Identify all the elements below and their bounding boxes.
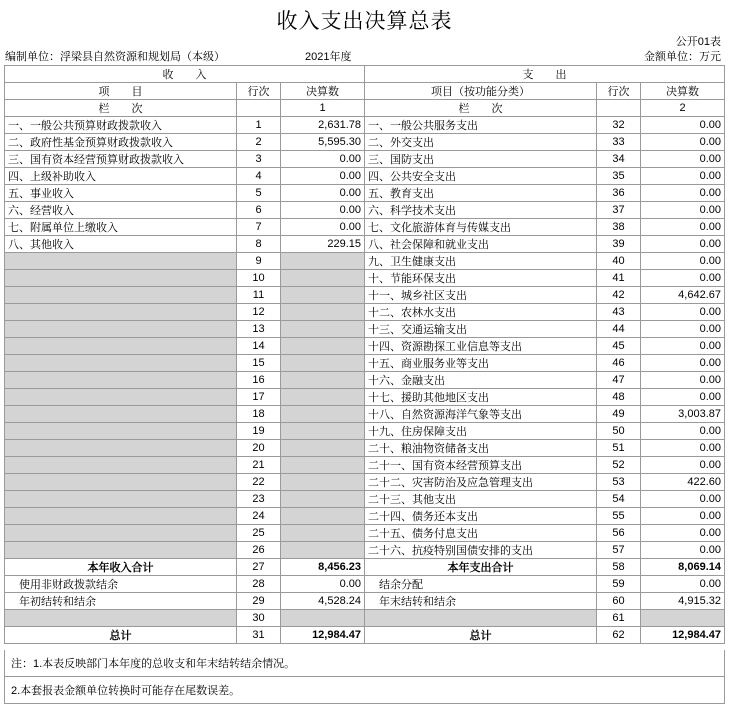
expense-line-cell[interactable]: 33 xyxy=(597,134,641,151)
income-amount-cell[interactable] xyxy=(281,253,365,270)
income-item-cell[interactable] xyxy=(5,287,237,304)
expense-col-number: 2 xyxy=(641,100,725,117)
income-item-cell[interactable] xyxy=(5,474,237,491)
table-summary-row xyxy=(5,559,725,576)
income-item-cell[interactable] xyxy=(5,338,237,355)
decision-table xyxy=(4,65,725,644)
income-amount-cell[interactable]: 0.00 xyxy=(281,219,365,236)
income-line-cell[interactable]: 14 xyxy=(237,338,281,355)
expense-line-cell[interactable]: 49 xyxy=(597,406,641,423)
table-summary-row xyxy=(5,576,725,593)
income-amount-cell[interactable] xyxy=(281,457,365,474)
income-item-cell[interactable] xyxy=(5,423,237,440)
expense-item-cell[interactable]: 六、科学技术支出 xyxy=(365,202,597,219)
income-amount-cell[interactable] xyxy=(281,423,365,440)
income-amount-cell[interactable] xyxy=(281,491,365,508)
table-row xyxy=(5,151,725,168)
income-item-cell[interactable] xyxy=(5,355,237,372)
table-row xyxy=(5,474,725,491)
table-row xyxy=(5,406,725,423)
expense-amount-cell[interactable]: 0.00 xyxy=(641,219,725,236)
table-row xyxy=(5,270,725,287)
expense-line-cell[interactable]: 43 xyxy=(597,304,641,321)
expense-line-cell[interactable]: 34 xyxy=(597,151,641,168)
fiscal-year: 2021年度 xyxy=(305,51,352,63)
expense-summary-line[interactable]: 58 xyxy=(597,559,641,576)
expense-amount-cell[interactable]: 0.00 xyxy=(641,355,725,372)
notes-block xyxy=(4,650,725,704)
table-row xyxy=(5,168,725,185)
income-summary-amount[interactable] xyxy=(281,610,365,627)
expense-amount-cell[interactable]: 0.00 xyxy=(641,304,725,321)
expense-amount-cell[interactable]: 0.00 xyxy=(641,236,725,253)
expense-item-cell[interactable]: 二、外交支出 xyxy=(365,134,597,151)
income-line-cell[interactable]: 5 xyxy=(237,185,281,202)
note-line-1: 注：1.本表反映部门本年度的总收支和年末结转结余情况。 xyxy=(11,658,296,670)
expense-amount-cell[interactable]: 0.00 xyxy=(641,372,725,389)
expense-line-cell[interactable]: 32 xyxy=(597,117,641,134)
expense-item-cell[interactable]: 八、社会保障和就业支出 xyxy=(365,236,597,253)
table-group-header-row xyxy=(5,66,725,83)
expense-amount-cell[interactable]: 0.00 xyxy=(641,134,725,151)
table-row xyxy=(5,236,725,253)
expense-amount-cell[interactable]: 0.00 xyxy=(641,168,725,185)
expense-item-cell[interactable]: 十、节能环保支出 xyxy=(365,270,597,287)
income-line-cell[interactable]: 19 xyxy=(237,423,281,440)
expense-amount-cell[interactable]: 0.00 xyxy=(641,508,725,525)
expense-amount-cell[interactable]: 0.00 xyxy=(641,440,725,457)
expense-line-cell[interactable]: 42 xyxy=(597,287,641,304)
expense-item-cell[interactable]: 三、国防支出 xyxy=(365,151,597,168)
table-row xyxy=(5,542,725,559)
income-summary-amount[interactable]: 8,456.23 xyxy=(281,559,365,576)
expense-line-cell[interactable]: 44 xyxy=(597,321,641,338)
income-line-cell[interactable]: 6 xyxy=(237,202,281,219)
expense-summary-label[interactable]: 本年支出合计 xyxy=(365,559,597,576)
income-item-cell[interactable]: 一、一般公共预算财政拨款收入 xyxy=(5,117,237,134)
expense-line-cell[interactable]: 56 xyxy=(597,525,641,542)
table-row xyxy=(5,338,725,355)
income-summary-label[interactable]: 使用非财政拨款结余 xyxy=(5,576,237,593)
table-row xyxy=(5,457,725,474)
income-amount-cell[interactable] xyxy=(281,525,365,542)
income-amount-cell[interactable]: 0.00 xyxy=(281,168,365,185)
income-item-cell[interactable] xyxy=(5,406,237,423)
income-line-cell[interactable]: 2 xyxy=(237,134,281,151)
income-line-cell[interactable]: 8 xyxy=(237,236,281,253)
table-row xyxy=(5,304,725,321)
expense-item-cell[interactable]: 五、教育支出 xyxy=(365,185,597,202)
table-column-header-row xyxy=(5,83,725,100)
income-item-cell[interactable]: 八、其他收入 xyxy=(5,236,237,253)
income-summary-amount[interactable]: 4,528.24 xyxy=(281,593,365,610)
income-amount-cell[interactable] xyxy=(281,474,365,491)
expense-item-cell[interactable]: 二十、粮油物资储备支出 xyxy=(365,440,597,457)
income-line-cell[interactable]: 13 xyxy=(237,321,281,338)
income-summary-line[interactable]: 30 xyxy=(237,610,281,627)
table-row xyxy=(5,355,725,372)
expense-group-header: 支 出 xyxy=(365,66,725,83)
expense-item-cell[interactable]: 十三、交通运输支出 xyxy=(365,321,597,338)
income-line-cell[interactable]: 4 xyxy=(237,168,281,185)
expense-summary-label[interactable]: 结余分配 xyxy=(365,576,597,593)
expense-amount-cell[interactable]: 0.00 xyxy=(641,423,725,440)
income-item-cell[interactable] xyxy=(5,508,237,525)
expense-summary-line[interactable]: 61 xyxy=(597,610,641,627)
income-amount-cell[interactable]: 2,631.78 xyxy=(281,117,365,134)
income-amount-cell[interactable] xyxy=(281,304,365,321)
income-group-header: 收 入 xyxy=(5,66,365,83)
income-item-cell[interactable] xyxy=(5,440,237,457)
income-line-cell[interactable]: 20 xyxy=(237,440,281,457)
expense-amount-cell[interactable]: 0.00 xyxy=(641,491,725,508)
expense-amount-cell[interactable]: 3,003.87 xyxy=(641,406,725,423)
income-item-cell[interactable] xyxy=(5,270,237,287)
income-summary-amount[interactable]: 12,984.47 xyxy=(281,627,365,644)
expense-line-cell[interactable]: 36 xyxy=(597,185,641,202)
expense-amount-cell[interactable]: 0.00 xyxy=(641,542,725,559)
table-row xyxy=(5,389,725,406)
income-amount-cell[interactable] xyxy=(281,406,365,423)
expense-amount-cell[interactable]: 0.00 xyxy=(641,525,725,542)
income-line-cell[interactable]: 22 xyxy=(237,474,281,491)
form-code: 公开01表 xyxy=(675,36,721,48)
amount-unit: 金额单位：万元 xyxy=(644,51,721,63)
income-summary-line[interactable]: 27 xyxy=(237,559,281,576)
expense-line-cell[interactable]: 45 xyxy=(597,338,641,355)
expense-amount-cell[interactable]: 422.60 xyxy=(641,474,725,491)
income-amount-cell[interactable] xyxy=(281,338,365,355)
income-item-cell[interactable]: 四、上级补助收入 xyxy=(5,168,237,185)
income-amount-cell[interactable] xyxy=(281,389,365,406)
expense-item-cell[interactable]: 九、卫生健康支出 xyxy=(365,253,597,270)
expense-item-cell[interactable]: 二十二、灾害防治及应急管理支出 xyxy=(365,474,597,491)
table-subheader-row xyxy=(5,100,725,117)
income-summary-label[interactable]: 本年收入合计 xyxy=(5,559,237,576)
expense-line-cell[interactable]: 40 xyxy=(597,253,641,270)
expense-item-cell[interactable]: 十一、城乡社区支出 xyxy=(365,287,597,304)
expense-line-cell[interactable]: 54 xyxy=(597,491,641,508)
income-line-blank xyxy=(237,100,281,117)
table-row xyxy=(5,202,725,219)
expense-line-cell[interactable]: 52 xyxy=(597,457,641,474)
note-line-2: 2.本套报表金额单位转换时可能存在尾数误差。 xyxy=(5,676,724,703)
expense-sub-header: 栏 次 xyxy=(365,100,597,117)
income-line-cell[interactable]: 25 xyxy=(237,525,281,542)
expense-item-cell[interactable]: 二十五、债务付息支出 xyxy=(365,525,597,542)
table-row xyxy=(5,185,725,202)
income-line-cell[interactable]: 10 xyxy=(237,270,281,287)
expense-item-cell[interactable]: 十六、金融支出 xyxy=(365,372,597,389)
expense-summary-line[interactable]: 62 xyxy=(597,627,641,644)
table-summary-row xyxy=(5,610,725,627)
expense-line-cell[interactable]: 35 xyxy=(597,168,641,185)
income-line-cell[interactable]: 3 xyxy=(237,151,281,168)
expense-line-cell[interactable]: 50 xyxy=(597,423,641,440)
expense-item-cell[interactable]: 二十四、债务还本支出 xyxy=(365,508,597,525)
expense-line-blank xyxy=(597,100,641,117)
table-row xyxy=(5,508,725,525)
income-amount-cell[interactable] xyxy=(281,542,365,559)
expense-summary-line[interactable]: 59 xyxy=(597,576,641,593)
income-line-cell[interactable]: 12 xyxy=(237,304,281,321)
income-item-cell[interactable] xyxy=(5,372,237,389)
income-line-cell[interactable]: 24 xyxy=(237,508,281,525)
expense-amount-header: 决算数 xyxy=(641,83,725,100)
income-amount-cell[interactable] xyxy=(281,287,365,304)
expense-item-cell[interactable]: 十五、商业服务业等支出 xyxy=(365,355,597,372)
income-item-cell[interactable]: 五、事业收入 xyxy=(5,185,237,202)
expense-summary-amount[interactable]: 12,984.47 xyxy=(641,627,725,644)
expense-line-cell[interactable]: 48 xyxy=(597,389,641,406)
income-line-cell[interactable]: 17 xyxy=(237,389,281,406)
expense-item-cell[interactable]: 十八、自然资源海洋气象等支出 xyxy=(365,406,597,423)
table-summary xyxy=(5,559,725,644)
income-line-cell[interactable]: 9 xyxy=(237,253,281,270)
compiler-unit: 编制单位：浮梁县自然资源和规划局（本级） xyxy=(5,51,225,63)
expense-item-cell[interactable]: 二十六、抗疫特别国债安排的支出 xyxy=(365,542,597,559)
expense-item-cell[interactable]: 十九、住房保障支出 xyxy=(365,423,597,440)
income-amount-cell[interactable] xyxy=(281,355,365,372)
income-item-cell[interactable] xyxy=(5,304,237,321)
expense-amount-cell[interactable]: 0.00 xyxy=(641,117,725,134)
income-item-cell[interactable] xyxy=(5,253,237,270)
table-summary-row xyxy=(5,627,725,644)
expense-amount-cell[interactable]: 0.00 xyxy=(641,389,725,406)
expense-amount-cell[interactable]: 0.00 xyxy=(641,321,725,338)
income-line-cell[interactable]: 16 xyxy=(237,372,281,389)
expense-amount-cell[interactable]: 4,642.67 xyxy=(641,287,725,304)
table-row xyxy=(5,117,725,134)
expense-item-cell[interactable]: 二十三、其他支出 xyxy=(365,491,597,508)
income-summary-line[interactable]: 31 xyxy=(237,627,281,644)
expense-line-cell[interactable]: 38 xyxy=(597,219,641,236)
income-amount-cell[interactable]: 229.15 xyxy=(281,236,365,253)
income-summary-label[interactable]: 总计 xyxy=(5,627,237,644)
income-line-cell[interactable]: 15 xyxy=(237,355,281,372)
income-line-cell[interactable]: 18 xyxy=(237,406,281,423)
income-item-header: 项 目 xyxy=(5,83,237,100)
expense-summary-amount[interactable]: 0.00 xyxy=(641,576,725,593)
table-summary-row xyxy=(5,593,725,610)
expense-item-cell[interactable]: 十七、援助其他地区支出 xyxy=(365,389,597,406)
income-line-cell[interactable]: 7 xyxy=(237,219,281,236)
income-amount-cell[interactable]: 0.00 xyxy=(281,185,365,202)
expense-item-cell[interactable]: 十二、农林水支出 xyxy=(365,304,597,321)
income-amount-cell[interactable] xyxy=(281,508,365,525)
expense-line-cell[interactable]: 41 xyxy=(597,270,641,287)
income-item-cell[interactable]: 六、经营收入 xyxy=(5,202,237,219)
table-row xyxy=(5,321,725,338)
income-item-cell[interactable] xyxy=(5,389,237,406)
income-sub-header: 栏 次 xyxy=(5,100,237,117)
expense-item-cell[interactable]: 二十一、国有资本经营预算支出 xyxy=(365,457,597,474)
income-amount-cell[interactable] xyxy=(281,270,365,287)
table-row xyxy=(5,287,725,304)
expense-amount-cell[interactable]: 0.00 xyxy=(641,270,725,287)
table-row xyxy=(5,372,725,389)
income-item-cell[interactable]: 三、国有资本经营预算财政拨款收入 xyxy=(5,151,237,168)
table-row xyxy=(5,134,725,151)
income-item-cell[interactable] xyxy=(5,542,237,559)
expense-item-cell[interactable]: 四、公共安全支出 xyxy=(365,168,597,185)
income-amount-cell[interactable]: 0.00 xyxy=(281,151,365,168)
income-line-cell[interactable]: 11 xyxy=(237,287,281,304)
income-summary-line[interactable]: 28 xyxy=(237,576,281,593)
expense-item-cell[interactable]: 一、一般公共服务支出 xyxy=(365,117,597,134)
expense-line-cell[interactable]: 46 xyxy=(597,355,641,372)
expense-line-cell[interactable]: 51 xyxy=(597,440,641,457)
income-item-cell[interactable]: 二、政府性基金预算财政拨款收入 xyxy=(5,134,237,151)
expense-summary-line[interactable]: 60 xyxy=(597,593,641,610)
expense-item-header: 项目（按功能分类） xyxy=(365,83,597,100)
income-col-number: 1 xyxy=(281,100,365,117)
income-amount-cell[interactable]: 0.00 xyxy=(281,202,365,219)
expense-amount-cell[interactable]: 0.00 xyxy=(641,253,725,270)
expense-line-cell[interactable]: 37 xyxy=(597,202,641,219)
income-line-cell[interactable]: 23 xyxy=(237,491,281,508)
expense-item-cell[interactable]: 七、文化旅游体育与传媒支出 xyxy=(365,219,597,236)
expense-summary-amount[interactable]: 8,069.14 xyxy=(641,559,725,576)
expense-line-cell[interactable]: 53 xyxy=(597,474,641,491)
income-item-cell[interactable] xyxy=(5,321,237,338)
expense-summary-amount[interactable]: 4,915.32 xyxy=(641,593,725,610)
expense-amount-cell[interactable]: 0.00 xyxy=(641,202,725,219)
expense-summary-label[interactable] xyxy=(365,610,597,627)
expense-summary-label[interactable]: 年末结转和结余 xyxy=(365,593,597,610)
table-row xyxy=(5,491,725,508)
expense-summary-label[interactable]: 总计 xyxy=(365,627,597,644)
expense-line-cell[interactable]: 39 xyxy=(597,236,641,253)
expense-line-cell[interactable]: 47 xyxy=(597,372,641,389)
income-item-cell[interactable] xyxy=(5,525,237,542)
table-body xyxy=(5,117,725,559)
expense-amount-cell[interactable]: 0.00 xyxy=(641,151,725,168)
income-line-cell[interactable]: 21 xyxy=(237,457,281,474)
form-code-row xyxy=(0,35,729,49)
income-summary-line[interactable]: 29 xyxy=(237,593,281,610)
income-line-header: 行次 xyxy=(237,83,281,100)
expense-summary-amount[interactable] xyxy=(641,610,725,627)
income-item-cell[interactable] xyxy=(5,457,237,474)
table-row xyxy=(5,253,725,270)
income-amount-header: 决算数 xyxy=(281,83,365,100)
income-amount-cell[interactable] xyxy=(281,440,365,457)
expense-item-cell[interactable]: 十四、资源勘探工业信息等支出 xyxy=(365,338,597,355)
income-summary-label[interactable] xyxy=(5,610,237,627)
income-amount-cell[interactable] xyxy=(281,321,365,338)
table-row xyxy=(5,440,725,457)
compiler-row xyxy=(0,49,729,65)
table-row xyxy=(5,525,725,542)
expense-line-cell[interactable]: 55 xyxy=(597,508,641,525)
expense-amount-cell[interactable]: 0.00 xyxy=(641,185,725,202)
expense-line-header: 行次 xyxy=(597,83,641,100)
income-item-cell[interactable] xyxy=(5,491,237,508)
income-summary-label[interactable]: 年初结转和结余 xyxy=(5,593,237,610)
table-row xyxy=(5,423,725,440)
expense-line-cell[interactable]: 57 xyxy=(597,542,641,559)
page-title: 收入支出决算总表 xyxy=(276,9,453,33)
income-item-cell[interactable]: 七、附属单位上缴收入 xyxy=(5,219,237,236)
expense-amount-cell[interactable]: 0.00 xyxy=(641,338,725,355)
income-amount-cell[interactable] xyxy=(281,372,365,389)
income-line-cell[interactable]: 26 xyxy=(237,542,281,559)
table-row xyxy=(5,219,725,236)
income-line-cell[interactable]: 1 xyxy=(237,117,281,134)
income-summary-amount[interactable]: 0.00 xyxy=(281,576,365,593)
income-amount-cell[interactable]: 5,595.30 xyxy=(281,134,365,151)
expense-amount-cell[interactable]: 0.00 xyxy=(641,457,725,474)
